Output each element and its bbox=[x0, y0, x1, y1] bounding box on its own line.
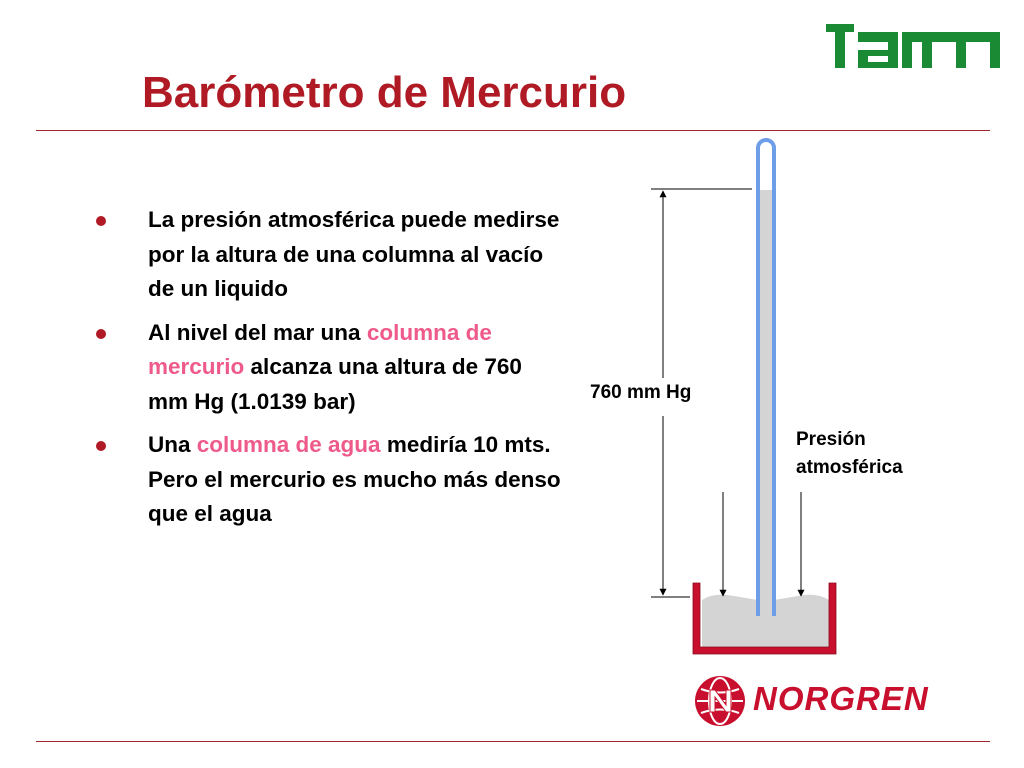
highlight-text: columna de mercurio bbox=[148, 319, 492, 379]
norgren-wordmark: NORGREN bbox=[753, 680, 929, 717]
height-label: 760 mm Hg bbox=[590, 382, 692, 403]
bullet-text: mediría 10 mts. Pero el mercurio es mucho más denso que el agua bbox=[148, 432, 561, 526]
pressure-label: Presión atmosférica bbox=[796, 429, 903, 478]
bullet-text: La presión atmosférica puede medirse por la altura de una columna al vacío de un liquido bbox=[148, 207, 560, 301]
bottom-rule bbox=[36, 741, 990, 742]
tube-mercury-column bbox=[759, 190, 773, 616]
slide-title: Barómetro de Mercurio bbox=[142, 68, 627, 117]
norgren-globe-icon bbox=[693, 674, 747, 728]
highlight-text: columna de agua bbox=[196, 432, 381, 457]
bullet-text: Una bbox=[148, 432, 197, 457]
bullet-text: Al nivel del mar una bbox=[148, 319, 367, 345]
bullet-text: alcanza una altura de 760 mm Hg (1.0139 bar) bbox=[148, 354, 522, 414]
